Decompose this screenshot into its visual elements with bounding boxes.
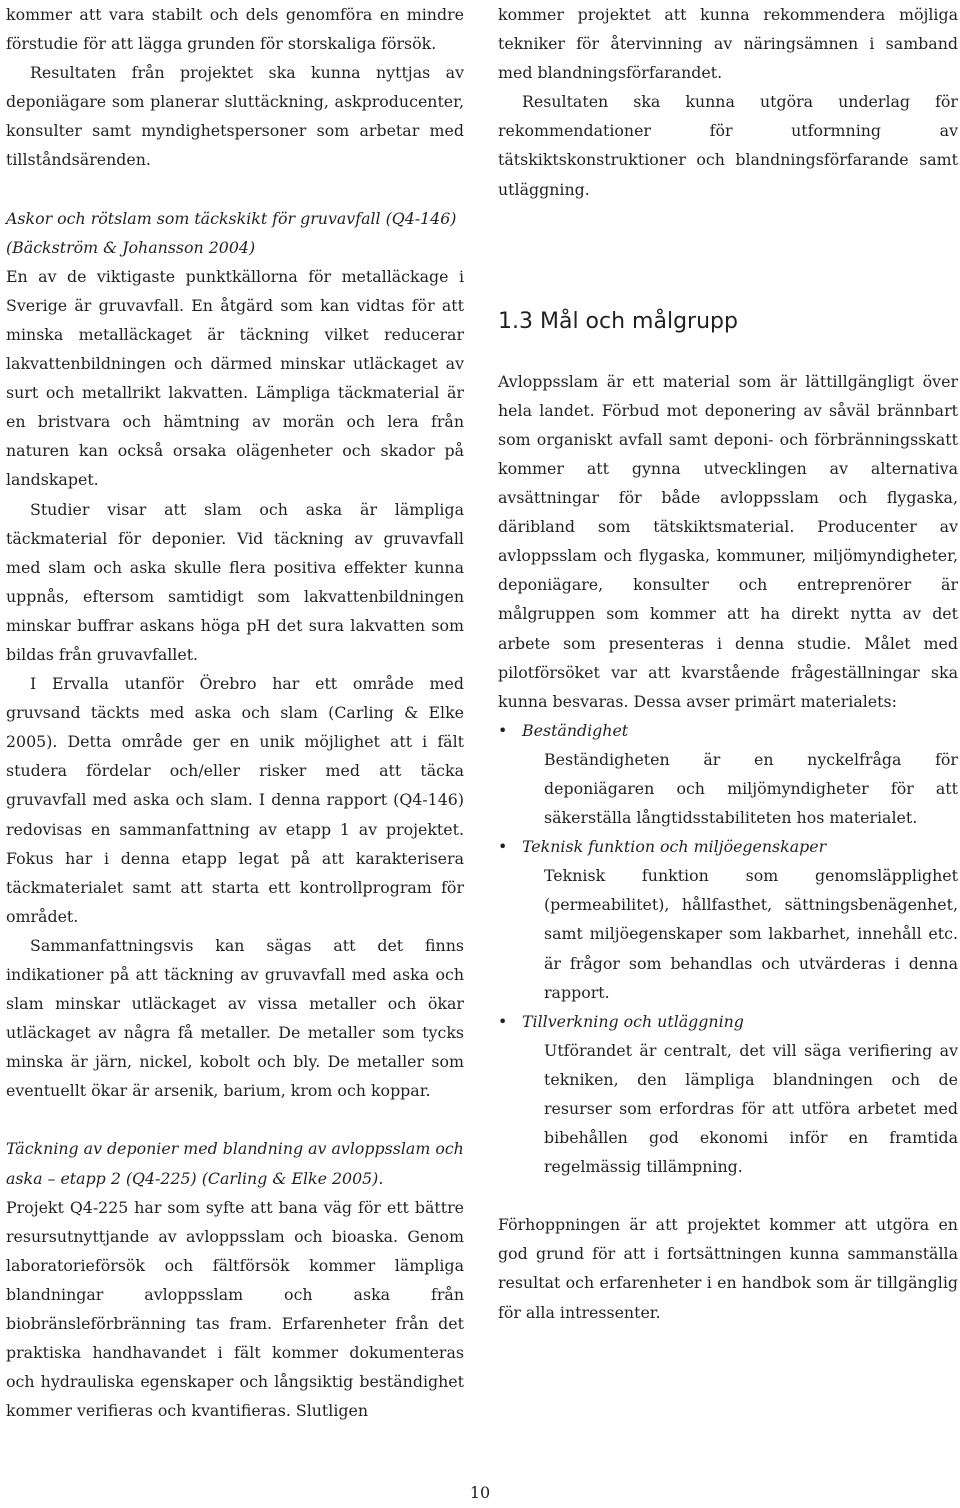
intro-paragraph-2: Resultaten från projektet ska kunna nyttjas av deponiägare som planerar sluttäckning, askproducenter, konsulter samt myndighetspersoner som arbetar med tillståndsärenden. [6,63,464,170]
left-column [6,0,464,1425]
bullet-item-tillverkning [498,1007,958,1036]
bullet-icon: • [498,837,508,857]
bullet-body: Utförandet är centralt, det vill säga verifiering av tekniken, den lämpliga blandningen och de resurser som erfordras för att utföra arbetet med bibehållen god ekonomi inför en framtida regelmässig tillämpning. [544,1040,958,1177]
bullet-title: Beständighet [522,720,629,740]
section-heading: 1.3 Mål och målgrupp [498,308,738,334]
page-number: 10 [469,1483,491,1502]
bullet-title: Teknisk funktion och miljöegenskaper [522,837,827,857]
bullet-icon: • [498,1011,508,1031]
section-title-askor-rotslam: Askor och rötslam som täckskikt för gruvavfall (Q4-146) (Bäckström & Johansson 2004) [6,208,457,257]
bullet-icon: • [498,720,508,740]
bullet-item-teknisk-funktion [498,832,958,861]
closing-paragraph: Förhoppningen är att projektet kommer att utgöra en god grund för att i fortsättningen kunna sammanställa resultat och erfarenheter i en handbok som är tillgänglig för alla intressenter. [498,1215,958,1322]
continued-paragraph-1: kommer projektet att kunna rekommendera möjliga tekniker för återvinning av näringsämnen i samband med blandningsförfarandet. [498,5,958,83]
section-a-paragraph-1: En av de viktigaste punktkällorna för metalläckage i Sverige är gruvavfall. En åtgärd som kan vidtas för att minska metalläckaget är täckning vilket reducerar lakvattenbildningen och därmed minskar utläckaget av surt och metallrikt lakvatten. Lämpliga täckmaterial är en bristvara och hämtning av morän och lera från naturen kan också orsaka olägenheter och skador på landskapet. [6,266,464,490]
right-column [498,0,958,1327]
bullet-body: Beständigheten är en nyckelfråga för deponiägaren och miljömyndigheter för att säkerställa långtidsstabiliteten hos materialet. [544,749,958,828]
continued-paragraph-2: Resultaten ska kunna utgöra underlag för rekommendationer för utformning av tätskiktskonstruktioner och blandningsförfarande samt utläggning. [498,92,958,199]
section-a-paragraph-3: I Ervalla utanför Örebro har ett område med gruvsand täckts med aska och slam (Carling & Elke 2005). Detta område ger en unik möjlighet att i fält studera fördelar och/eller risker med att täcka gruvavfall med aska och slam. I denna rapport (Q4-146) redovisas en sammanfattning av etapp 1 av projektet. Fokus har i denna etapp legat på att karakterisera täckmaterialet samt att starta ett kontrollprogram för området. [6,674,464,926]
goal-paragraph: Avloppsslam är ett material som är lättillgängligt över hela landet. Förbud mot deponering av såväl brännbart som organiskt avfall samt deponi- och förbränningsskatt kommer att gynna utvecklingen av alternativa avsättningar för både avloppsslam och flygaska, däribland som tätskiktsmaterial. Producenter av avloppsslam och flygaska, kommuner, miljömyndigheter, deponiägare, konsulter och entreprenörer är målgruppen som kommer att ha direkt nytta av det arbete som presenteras i denna studie. Målet med pilotförsöket var att kvarstående frågeställningar ska kunna besvaras. Dessa avser primärt materialets: [498,371,958,711]
bullet-title: Tillverkning och utläggning [522,1011,744,1031]
section-b-paragraph-1: Projekt Q4-225 har som syfte att bana väg för ett bättre resursutnyttjande av avloppsslam och bioaska. Genom laboratorieförsök och fältförsök kommer lämpliga blandningar avloppsslam och aska från biobränsleförbränning tas fram. Erfarenheter från det praktiska handhavandet i fält kommer dokumenteras och hydrauliska egenskaper och långsiktig beständighet kommer verifieras och kvantifieras. Slutligen [6,1197,464,1421]
bullet-item-bestandighet [498,716,958,745]
section-title-tackning-deponier: Täckning av deponier med blandning av avloppsslam och aska – etapp 2 (Q4-225) (Carling & Elke 2005). [6,1139,464,1188]
bullet-body: Teknisk funktion som genomsläpplighet (permeabilitet), hållfasthet, sättningsbenägenhet, samt miljöegenskaper som lakbarhet, innehåll etc. är frågor som behandlas och utvärderas i denna rapport. [544,866,958,1002]
intro-paragraph-1: kommer att vara stabilt och dels genomföra en mindre förstudie för att lägga grunden för storskaliga försök. [6,5,464,54]
section-a-paragraph-4: Sammanfattningsvis kan sägas att det finns indikationer på att täckning av gruvavfall med aska och slam minskar utläckaget av vissa metaller och ökar utläckaget av några få metaller. De metaller som tycks minska är järn, nickel, kobolt och bly. De metaller som eventuellt ökar är arsenik, barium, krom och koppar. [6,935,464,1101]
section-a-paragraph-2: Studier visar att slam och aska är lämpliga täckmaterial för deponier. Vid täckning av gruvavfall med slam och aska skulle flera positiva effekter kunna uppnås, eftersom samtidigt som lakvattenbildningen minskar buffrar askans höga pH det sura lakvatten som bildas från gruvavfallet. [6,499,464,664]
